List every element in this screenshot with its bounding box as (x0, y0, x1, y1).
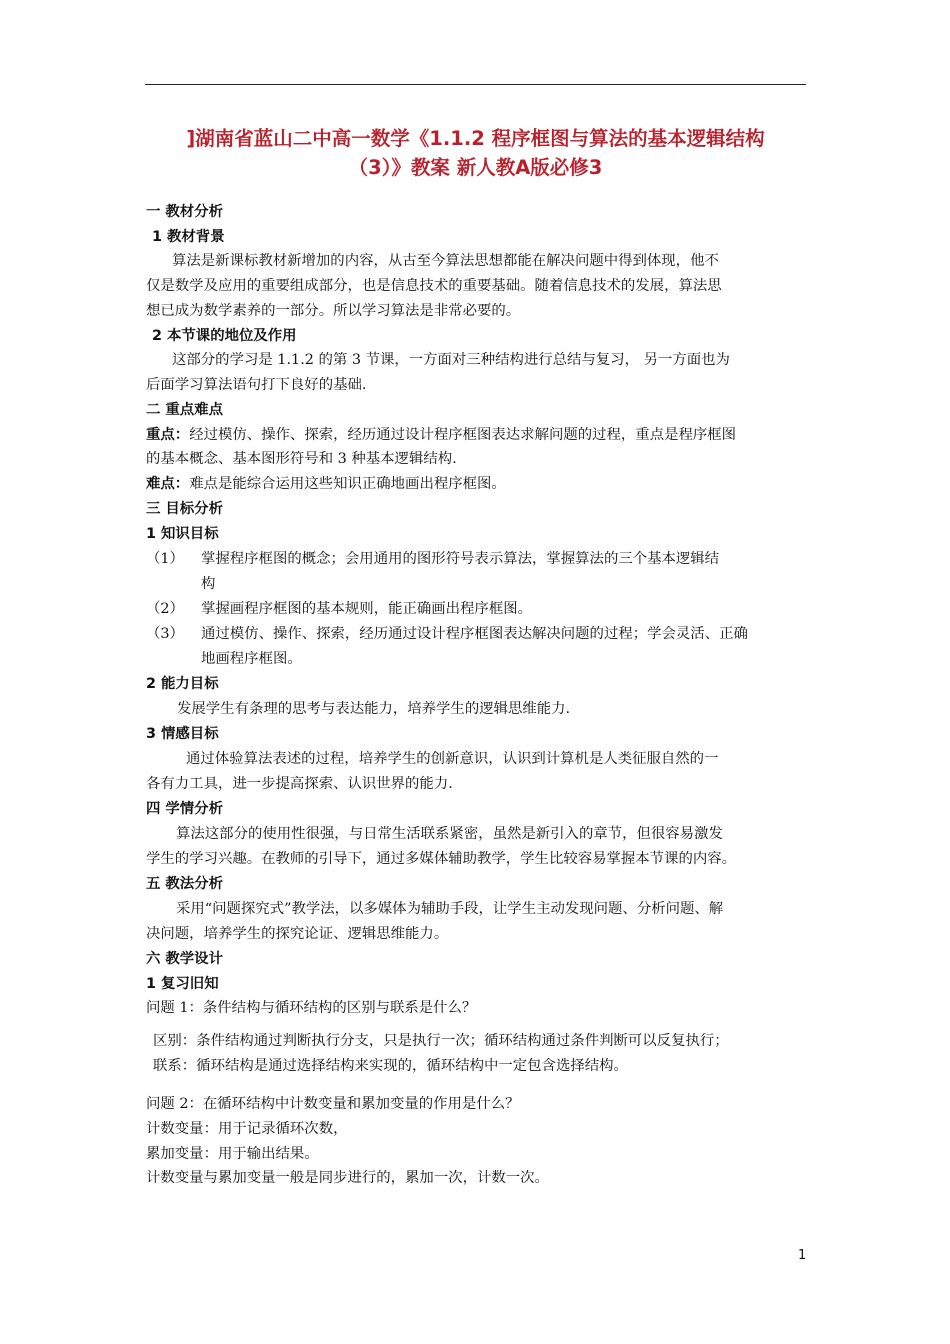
list-item-continuation: 地画程序框图。 (201, 651, 302, 667)
answer-summary: 计数变量与累加变量一般是同步进行的，累加一次，计数一次。 (146, 1170, 549, 1186)
list-item-number: （3） (146, 626, 184, 642)
subheading-lesson-role: 2 本节课的地位及作用 (152, 328, 297, 344)
list-item-continuation: 构 (201, 576, 216, 592)
section-heading-2: 二 重点难点 (146, 402, 223, 418)
page-number: 1 (798, 1248, 807, 1263)
section-heading-5: 五 教法分析 (146, 876, 223, 892)
answer-counter: 计数变量：用于记录循环次数， (146, 1121, 348, 1137)
paragraph-line: 算法这部分的使用性很强，与日常生活联系紧密，虽然是新引入的章节，但很容易激发 (176, 826, 723, 842)
difficulty-text: 难点是能综合运用这些知识正确地画出程序框图。 (189, 476, 506, 492)
paragraph-line: 仅是数学及应用的重要组成部分，也是信息技术的重要基础。随着信息技术的发展，算法思 (146, 278, 722, 294)
answer-difference: 区别：条件结构通过判断执行分支，只是执行一次；循环结构通过条件判断可以反复执行； (153, 1033, 729, 1049)
paragraph-line: 发展学生有条理的思考与表达能力，培养学生的逻辑思维能力. (177, 701, 571, 717)
section-heading-1: 一 教材分析 (146, 204, 223, 220)
paragraph-line: 后面学习算法语句打下良好的基础. (146, 377, 367, 393)
question-1: 问题 1：条件结构与循环结构的区别与联系是什么？ (146, 1000, 477, 1016)
list-item (146, 549, 719, 569)
list-item-number: （1） (146, 551, 184, 567)
subheading-knowledge-goals: 1 知识目标 (146, 526, 219, 542)
difficulty-label: 难点： (146, 476, 190, 492)
subheading-review: 1 复习旧知 (146, 976, 219, 992)
question-2: 问题 2：在循环结构中计数变量和累加变量的作用是什么？ (146, 1096, 520, 1112)
subheading-emotion-goals: 3 情感目标 (146, 726, 219, 742)
paragraph-line: 通过体验算法表述的过程，培养学生的创新意识，认识到计算机是人类征服自然的一 (186, 751, 719, 767)
paragraph-line: 决问题，培养学生的探究论证、逻辑思维能力。 (146, 926, 449, 942)
answer-relation: 联系：循环结构是通过选择结构来实现的，循环结构中一定包含选择结构。 (153, 1058, 628, 1074)
paragraph-line: 采用“问题探究式”教学法，以多媒体为辅助手段，让学生主动发现问题、分析问题、解 (176, 901, 724, 917)
list-item-text: 掌握画程序框图的基本规则，能正确画出程序框图。 (201, 601, 532, 617)
subheading-textbook-background: 1 教材背景 (152, 229, 225, 245)
document-title-line1: ]湖南省蓝山二中高一数学《1.1.2 程序框图与算法的基本逻辑结构 (186, 127, 765, 150)
list-item-text: 掌握程序框图的概念；会用通用的图形符号表示算法，掌握算法的三个基本逻辑结 (201, 551, 720, 567)
key-point-line (146, 425, 736, 445)
list-item (146, 599, 532, 619)
section-heading-6: 六 教学设计 (146, 951, 223, 967)
paragraph-line: 这部分的学习是 1.1.2 的第 3 节课，一方面对三种结构进行总结与复习， 另一方面也为 (172, 352, 730, 368)
paragraph-line: 的基本概念、基本图形符号和 3 种基本逻辑结构. (146, 451, 457, 467)
paragraph-line: 学生的学习兴趣。在教师的引导下，通过多媒体辅助教学，学生比较容易掌握本节课的内容。 (146, 851, 737, 867)
list-item (146, 624, 748, 644)
list-item-number: （2） (146, 601, 184, 617)
key-point-text: 经过模仿、操作、探索，经历通过设计程序框图表达求解问题的过程，重点是程序框图 (189, 427, 737, 443)
answer-accumulator: 累加变量：用于输出结果。 (146, 1146, 319, 1162)
paragraph-line: 算法是新课标教材新增加的内容，从古至今算法思想都能在解决问题中得到体现，他不 (172, 253, 719, 269)
key-point-label: 重点： (146, 427, 190, 443)
section-heading-4: 四 学情分析 (146, 801, 223, 817)
paragraph-line: 各有力工具，进一步提高探索、认识世界的能力. (146, 776, 453, 792)
paragraph-line: 想已成为数学素养的一部分。所以学习算法是非常必要的。 (146, 303, 521, 319)
subheading-ability-goals: 2 能力目标 (146, 676, 219, 692)
section-heading-3: 三 目标分析 (146, 501, 223, 517)
list-item-text: 通过模仿、操作、探索，经历通过设计程序框图表达解决问题的过程；学会灵活、正确 (201, 626, 748, 642)
document-title-line2: （3）》教案 新人教A版必修3 (348, 156, 603, 179)
difficulty-line (146, 474, 506, 494)
header-rule (145, 84, 806, 85)
